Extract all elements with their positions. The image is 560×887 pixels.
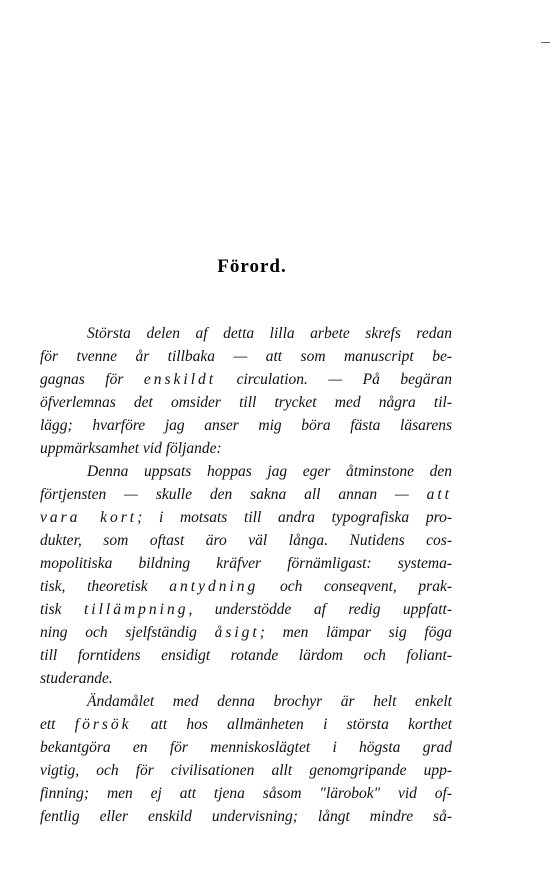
text-line: [40, 438, 452, 460]
spaced-emphasis: tillämpning: [83, 601, 189, 618]
text-segment: öfverlemnas det omsider till trycket med några til-: [40, 394, 452, 411]
text-line: [40, 645, 452, 667]
spaced-emphasis: att: [426, 486, 452, 503]
text-line: [40, 622, 452, 644]
text-segment: fentlig eller enskild undervisning; långt mindre så-: [40, 808, 452, 825]
text-segment: vigtig, och för civilisationen allt genomgripande upp-: [40, 762, 452, 779]
text-segment: och conseqvent, prak-: [258, 578, 452, 595]
spaced-emphasis: vara kort: [40, 509, 138, 526]
text-line: [40, 369, 452, 391]
text-segment: för tvenne år tillbaka — att som manuscript be-: [40, 348, 452, 365]
page-edge-mark: [541, 42, 550, 43]
text-line: [40, 760, 452, 782]
text-line: [40, 576, 452, 598]
text-segment: finning; men ej att tjena såsom "lärobok" vid of-: [40, 785, 452, 802]
text-segment: mopolitiska bildning kräfver förnämligast: systema-: [40, 555, 452, 572]
text-segment: gagnas för: [40, 371, 144, 388]
text-segment: ett: [40, 716, 75, 733]
text-line: [40, 392, 452, 414]
text-line: [40, 714, 452, 736]
text-segment: till forntidens ensidigt rotande lärdom och foliant-: [40, 647, 452, 664]
text-line: [40, 507, 452, 529]
text-segment: tisk, theoretisk: [40, 578, 170, 595]
spaced-emphasis: försök: [74, 716, 132, 733]
spaced-emphasis: åsigt: [214, 624, 260, 641]
text-line: [87, 323, 452, 345]
text-line: [40, 783, 452, 805]
text-segment: circulation. — På begäran: [216, 371, 453, 388]
text-segment: studerande.: [40, 670, 113, 687]
spaced-emphasis: antydning: [169, 578, 259, 595]
text-segment: ; men lämpar sig föga: [259, 624, 452, 641]
text-segment: Denna uppsats hoppas jag eger åtminstone den: [87, 463, 452, 480]
text-segment: dukter, som oftast äro väl långa. Nutidens cos-: [40, 532, 452, 549]
text-segment: tisk: [40, 601, 84, 618]
text-line: [87, 691, 452, 713]
text-segment: , understödde af redig uppfatt-: [188, 601, 452, 618]
text-segment: att hos allmänheten i största korthet: [131, 716, 453, 733]
text-line: [40, 415, 452, 437]
page-title: Förord.: [217, 256, 287, 277]
text-line: [40, 599, 452, 621]
text-line: [40, 806, 452, 828]
body-text: [0, 323, 560, 843]
text-segment: ; i motsats till andra typografiska pro-: [137, 509, 452, 526]
text-line: [40, 737, 452, 759]
text-segment: förtjensten — skulle den sakna all annan —: [40, 486, 427, 503]
text-line: [40, 484, 452, 506]
text-segment: Största delen af detta lilla arbete skrefs redan: [87, 325, 452, 342]
text-line: [87, 461, 452, 483]
text-line: [40, 346, 452, 368]
text-segment: Ändamålet med denna brochyr är helt enkelt: [87, 693, 452, 710]
spaced-emphasis: enskildt: [143, 371, 217, 388]
text-segment: lägg; hvarföre jag anser mig böra fästa läsarens: [40, 417, 452, 434]
text-line: [40, 530, 452, 552]
text-line: [40, 668, 452, 690]
text-segment: bekantgöra en för menniskoslägtet i högsta grad: [40, 739, 452, 756]
text-segment: ning och sjelfständig: [40, 624, 215, 641]
text-line: [40, 553, 452, 575]
text-segment: uppmärksamhet vid följande:: [40, 440, 222, 457]
